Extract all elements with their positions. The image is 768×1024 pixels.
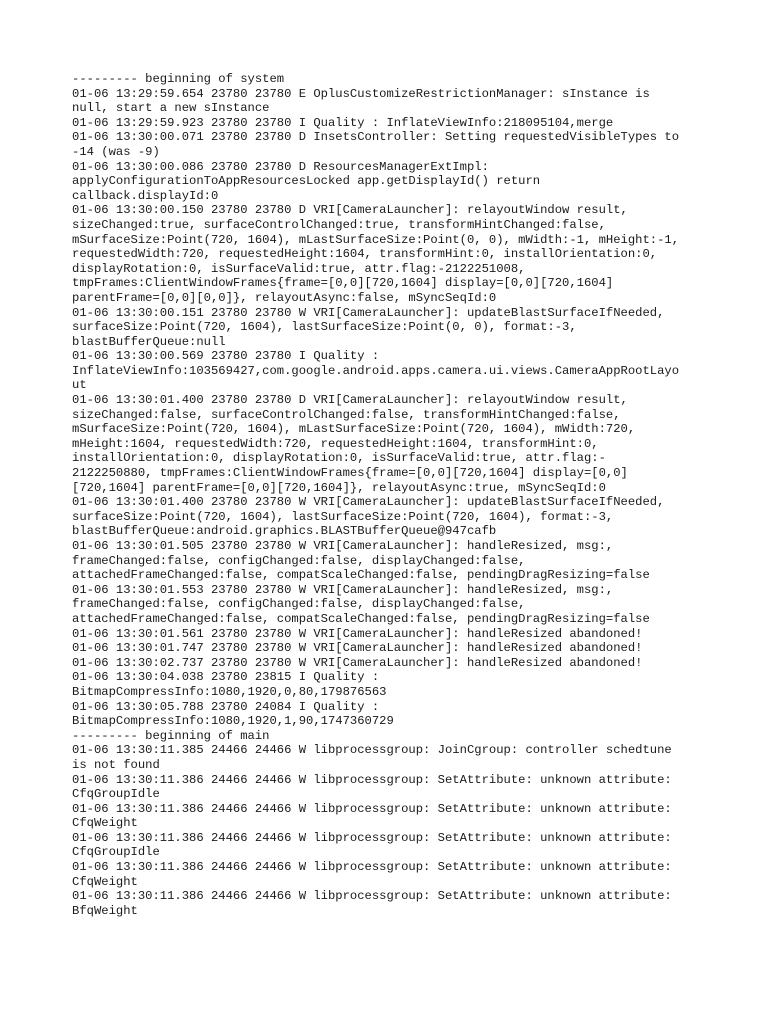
log-line: 01-06 13:30:01.400 23780 23780 W VRI[CameraLauncher]: updateBlastSurfaceIfNeeded, [72,495,665,510]
log-line: callback.displayId:0 [72,188,219,203]
log-line: -14 (was -9) [72,144,160,159]
log-line: 01-06 13:30:01.561 23780 23780 W VRI[CameraLauncher]: handleResized abandoned! [72,626,643,641]
log-line: [720,1604] parentFrame=[0,0][720,1604]}, relayoutAsync:true, mSyncSeqId:0 [72,480,606,495]
log-line: CfqGroupIdle [72,787,160,802]
log-line: 01-06 13:30:00.071 23780 23780 D InsetsController: Setting requestedVisibleTypes to [72,130,680,145]
log-line: 01-06 13:30:11.385 24466 24466 W libprocessgroup: JoinCgroup: controller schedtune [72,743,672,758]
log-line: --------- beginning of system [72,72,285,86]
log-line: 01-06 13:30:00.150 23780 23780 D VRI[CameraLauncher]: relayoutWindow result, [72,203,628,218]
log-line: displayRotation:0, isSurfaceValid:true, attr.flag:-2122251008, [72,261,526,276]
log-line: 01-06 13:30:05.788 23780 24084 I Quality : [72,699,380,714]
log-line: CfqGroupIdle [72,845,160,860]
log-line: null, start a new sInstance [72,101,270,116]
log-line: surfaceSize:Point(720, 1604), lastSurfaceSize:Point(0, 0), format:-3, [72,320,577,335]
log-line: frameChanged:false, configChanged:false, displayChanged:false, [72,553,526,568]
log-line: surfaceSize:Point(720, 1604), lastSurfaceSize:Point(720, 1604), format:-3, [72,509,614,524]
log-line: 01-06 13:30:04.038 23780 23815 I Quality : [72,670,380,685]
log-line: mHeight:1604, requestedWidth:720, requestedHeight:1604, transformHint:0, [72,436,599,451]
log-line: requestedWidth:720, requestedHeight:1604, transformHint:0, installOrientation:0, [72,247,658,262]
log-line: 01-06 13:29:59.923 23780 23780 I Quality : InflateViewInfo:218095104,merge [72,115,614,130]
log-line: CfqWeight [72,816,138,831]
log-document [72,72,702,918]
log-line: sizeChanged:false, surfaceControlChanged:false, transformHintChanged:false, [72,407,621,422]
log-line: BitmapCompressInfo:1080,1920,0,80,179876563 [72,684,387,699]
log-line: BfqWeight [72,903,138,918]
log-line: 01-06 13:30:11.386 24466 24466 W libprocessgroup: SetAttribute: unknown attribute: [72,772,672,787]
log-line: --------- beginning of main [72,728,270,743]
log-line: ut [72,378,87,393]
log-line: 01-06 13:30:01.400 23780 23780 D VRI[CameraLauncher]: relayoutWindow result, [72,393,628,408]
log-line: 01-06 13:30:11.386 24466 24466 W libprocessgroup: SetAttribute: unknown attribute: [72,860,672,875]
log-line: mSurfaceSize:Point(720, 1604), mLastSurfaceSize:Point(720, 1604), mWidth:720, [72,422,636,437]
log-line: installOrientation:0, displayRotation:0, isSurfaceValid:true, attr.flag:- [72,451,606,466]
log-line: sizeChanged:true, surfaceControlChanged:true, transformHintChanged:false, [72,217,606,232]
log-line: mSurfaceSize:Point(720, 1604), mLastSurfaceSize:Point(0, 0), mWidth:-1, mHeight:-1, [72,232,680,247]
log-line: 01-06 13:30:11.386 24466 24466 W libprocessgroup: SetAttribute: unknown attribute: [72,801,672,816]
log-line: 2122250880, tmpFrames:ClientWindowFrames{frame=[0,0][720,1604] display=[0,0] [72,466,628,481]
log-line: CfqWeight [72,874,138,889]
log-line: attachedFrameChanged:false, compatScaleChanged:false, pendingDragResizing=false [72,568,650,583]
log-line: 01-06 13:30:11.386 24466 24466 W libprocessgroup: SetAttribute: unknown attribute: [72,830,672,845]
log-line: 01-06 13:30:00.151 23780 23780 W VRI[CameraLauncher]: updateBlastSurfaceIfNeeded, [72,305,665,320]
log-line: 01-06 13:30:00.086 23780 23780 D ResourcesManagerExtImpl: [72,159,489,174]
log-line: blastBufferQueue:null [72,334,226,349]
log-line: BitmapCompressInfo:1080,1920,1,90,1747360729 [72,714,394,729]
log-line: InflateViewInfo:103569427,com.google.android.apps.camera.ui.views.CameraAppRootLayo [72,363,680,378]
log-line: frameChanged:false, configChanged:false, displayChanged:false, [72,597,526,612]
log-line: 01-06 13:30:01.747 23780 23780 W VRI[CameraLauncher]: handleResized abandoned! [72,641,643,656]
log-line: 01-06 13:30:11.386 24466 24466 W libprocessgroup: SetAttribute: unknown attribute: [72,889,672,904]
log-line: is not found [72,757,160,772]
log-line: 01-06 13:30:02.737 23780 23780 W VRI[CameraLauncher]: handleResized abandoned! [72,655,643,670]
log-line: 01-06 13:30:01.505 23780 23780 W VRI[CameraLauncher]: handleResized, msg:, [72,539,614,553]
log-line: blastBufferQueue:android.graphics.BLASTBufferQueue@947cafb [72,524,497,539]
log-line: 01-06 13:30:01.553 23780 23780 W VRI[CameraLauncher]: handleResized, msg:, [72,582,614,597]
log-line: applyConfigurationToAppResourcesLocked app.getDisplayId() return [72,174,541,189]
log-line: 01-06 13:30:00.569 23780 23780 I Quality : [72,349,380,364]
log-line: attachedFrameChanged:false, compatScaleChanged:false, pendingDragResizing=false [72,611,650,626]
log-line: parentFrame=[0,0][0,0]}, relayoutAsync:false, mSyncSeqId:0 [72,290,497,305]
log-line: 01-06 13:29:59.654 23780 23780 E OplusCustomizeRestrictionManager: sInstance is [72,86,650,101]
log-line: tmpFrames:ClientWindowFrames{frame=[0,0][720,1604] display=[0,0][720,1604] [72,276,614,291]
